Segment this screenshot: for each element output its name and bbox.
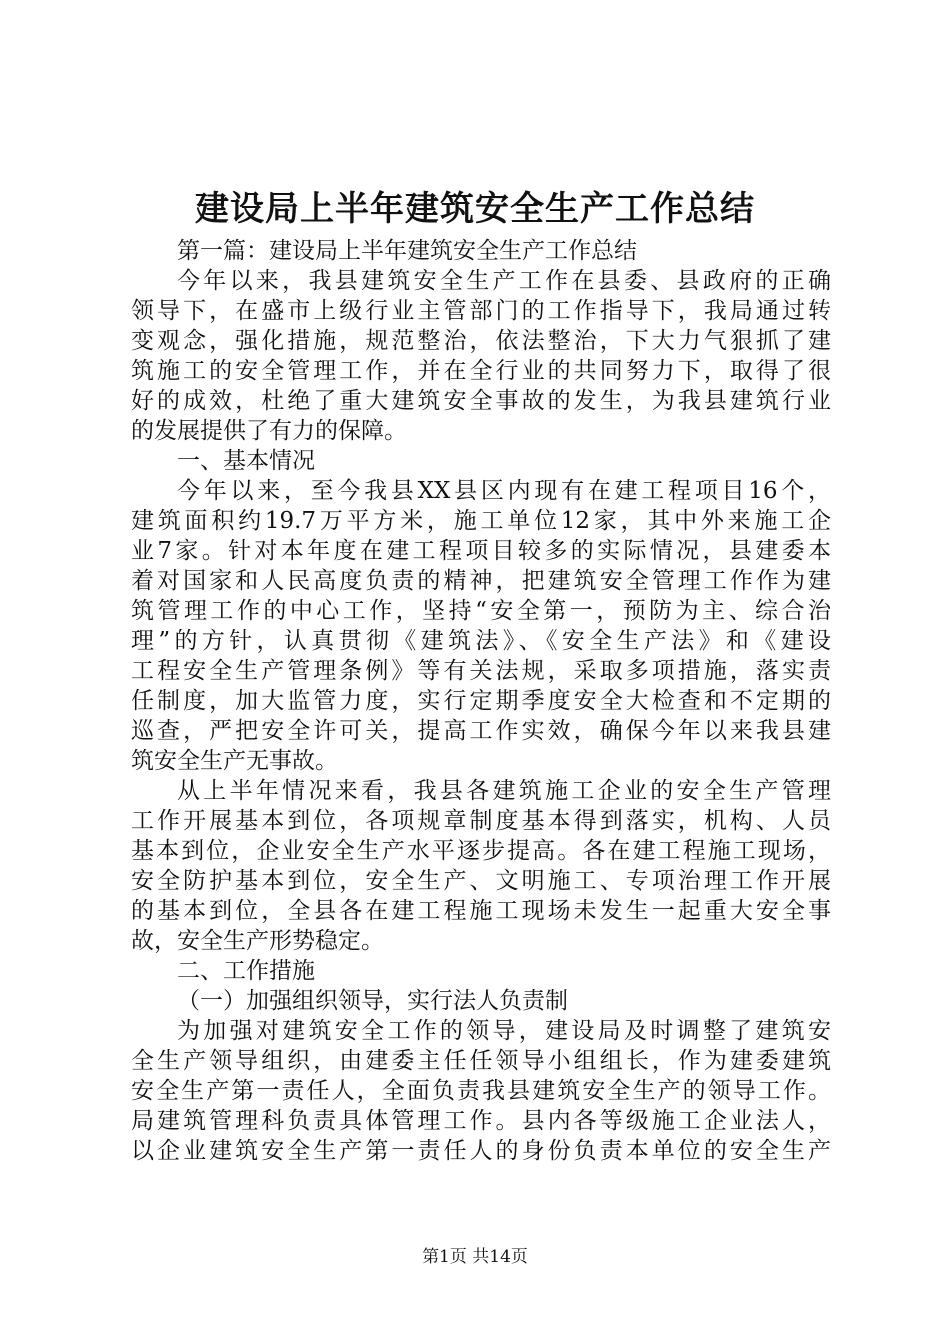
text-line: 安全生产第一责任人，全面负责我县建筑安全生产的领导工作。 — [131, 1078, 831, 1104]
text-line: 一、基本情况 — [177, 448, 315, 474]
text-line: 好的成效，杜绝了重大建筑安全事故的发生，为我县建筑行业 — [131, 388, 831, 414]
text-line: 建筑面积约19.7万平方米，施工单位12家，其中外来施工企 — [131, 508, 831, 534]
text-line: 任制度，加大监管力度，实行定期季度安全大检查和不定期的 — [131, 688, 831, 714]
text-line: 今年以来，我县建筑安全生产工作在县委、县政府的正确 — [177, 268, 831, 294]
text-line: 二、工作措施 — [177, 958, 315, 984]
text-line: 第一篇：建设局上半年建筑安全生产工作总结 — [177, 238, 637, 264]
text-line: 筑安全生产无事故。 — [131, 748, 338, 774]
text-line: 业7家。针对本年度在建工程项目较多的实际情况，县建委本 — [131, 538, 831, 564]
text-line: 的基本到位，全县各在建工程施工现场未发生一起重大安全事 — [131, 898, 831, 924]
text-line: 今年以来，至今我县XX县区内现有在建工程项目16个， — [177, 478, 831, 504]
text-line: 工程安全生产管理条例》等有关法规，采取多项措施，落实责 — [131, 658, 831, 684]
text-line: 故，安全生产形势稳定。 — [131, 928, 384, 954]
text-line: 着对国家和人民高度负责的精神，把建筑安全管理工作作为建 — [131, 568, 831, 594]
text-line: 基本到位，企业安全生产水平逐步提高。各在建工程施工现场， — [131, 838, 831, 864]
text-line: 的发展提供了有力的保障。 — [131, 418, 407, 444]
page-footer: 第1页 共14页 — [422, 1247, 528, 1267]
text-line: 理”的方针，认真贯彻《建筑法》、《安全生产法》和《建设 — [131, 628, 831, 654]
text-line: 局建筑管理科负责具体管理工作。县内各等级施工企业法人， — [131, 1108, 831, 1134]
text-line: （一）加强组织领导，实行法人负责制 — [177, 988, 568, 1014]
text-line: 全生产领导组织，由建委主任任领导小组组长，作为建委建筑 — [131, 1048, 831, 1074]
text-line: 工作开展基本到位，各项规章制度基本得到落实，机构、人员 — [131, 808, 831, 834]
text-line: 从上半年情况来看，我县各建筑施工企业的安全生产管理 — [177, 778, 831, 804]
text-line: 变观念，强化措施，规范整治，依法整治，下大力气狠抓了建 — [131, 328, 831, 354]
text-line: 为加强对建筑安全工作的领导，建设局及时调整了建筑安 — [177, 1018, 831, 1044]
text-line: 以企业建筑安全生产第一责任人的身份负责本单位的安全生产 — [131, 1138, 831, 1164]
text-line: 巡查，严把安全许可关，提高工作实效，确保今年以来我县建 — [131, 718, 831, 744]
text-line: 领导下，在盛市上级行业主管部门的工作指导下，我局通过转 — [131, 298, 831, 324]
text-line: 筑施工的安全管理工作，并在全行业的共同努力下，取得了很 — [131, 358, 831, 384]
document-body — [131, 236, 831, 1166]
document-title: 建设局上半年建筑安全生产工作总结 — [195, 189, 755, 229]
text-line: 安全防护基本到位，安全生产、文明施工、专项治理工作开展 — [131, 868, 831, 894]
text-line: 筑管理工作的中心工作，坚持“安全第一，预防为主、综合治 — [131, 598, 831, 624]
